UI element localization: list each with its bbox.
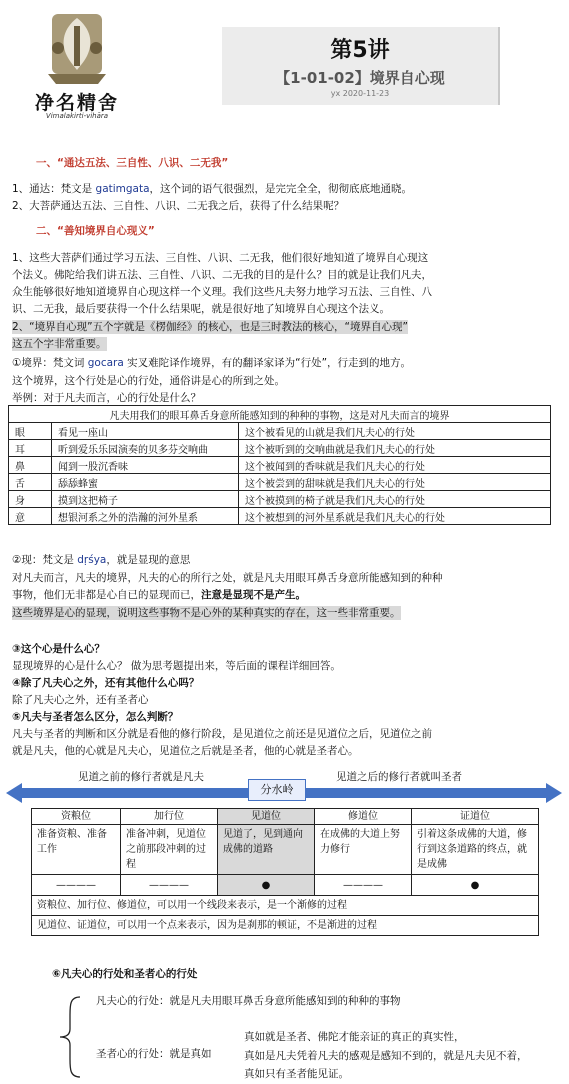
table-row (9, 491, 551, 508)
logo-subtitle: Vimalakirti-vihāra (45, 112, 109, 120)
jing-heading (12, 356, 411, 370)
stage-header: 证道位 (412, 809, 539, 825)
jing-heading-post: 实叉难陀译作境界，有的翻译家译为“行处”，行走到的地方。 (123, 357, 412, 369)
s1-line-1 (12, 182, 412, 196)
answer-5-line-2: 就是凡夫，他的心就是凡夫心，见道位之后就是圣者，他的心就是圣者心。 (12, 745, 359, 757)
jing-line-3: 举例：对于凡夫而言，心的行处是什么？ (12, 392, 201, 404)
table-row (32, 916, 539, 936)
sense-organ: 耳 (9, 440, 52, 457)
sense-thing: 想银河系之外的浩瀚的河外星系 (52, 508, 239, 525)
sense-note: 这个被闻到的香味就是我们凡夫心的行处 (239, 457, 551, 474)
section-2-title: 二、“善知境界自心现义” (36, 225, 155, 237)
lecture-number: 第5讲 (330, 38, 390, 63)
table-row (9, 423, 551, 440)
table-row (32, 875, 539, 896)
xian-heading (12, 553, 190, 567)
table-row (9, 457, 551, 474)
senses-table-header: 凡夫用我们的眼耳鼻舌身意所能感知到的种种的事物，这是对凡夫而言的境界 (9, 406, 551, 423)
answer-3: 显现境界的心是什么心？ 做为思考题提出来，等后面的课程详细回答。 (12, 660, 341, 672)
fan-xingchu: 凡夫心的行处：就是凡夫用眼耳鼻舌身意所能感知到的种种的事物 (96, 995, 401, 1007)
sense-organ: 鼻 (9, 457, 52, 474)
stage-desc: 在成佛的大道上努力修行 (315, 825, 412, 875)
sense-organ: 意 (9, 508, 52, 525)
table-row (9, 508, 551, 525)
sense-note: 这个被尝到的甜味就是我们凡夫心的行处 (239, 474, 551, 491)
stages-table (31, 808, 539, 936)
table-row (9, 440, 551, 457)
sense-organ: 身 (9, 491, 52, 508)
sense-note: 这个被看见的山就是我们凡夫心的行处 (239, 423, 551, 440)
arrow-left-icon (6, 783, 22, 803)
stage-mark: ● (412, 875, 539, 896)
sense-organ: 眼 (9, 423, 52, 440)
stage-desc: 准备冲刺，见道位之前那段冲刺的过程 (121, 825, 218, 875)
s1-line-2: 2、大菩萨通达五法、三自性、八识、二无我之后，获得了什么结果呢？ (12, 200, 345, 212)
brace-icon (56, 995, 86, 1079)
section-1-title: 一、“通达五法、三自性、八识、二无我” (36, 157, 229, 169)
watershed-label: 分水岭 (248, 779, 306, 801)
stage-desc: 见道了，见到通向成佛的道路 (218, 825, 315, 875)
divider-right-label: 见道之后的修行者就叫圣者 (336, 771, 462, 783)
term-gocara: gocara (87, 357, 124, 369)
xian-line-2-pre: 事物，他们无非都是心自已的显现而已， (12, 589, 201, 601)
zhenru-line-1: 真如就是圣者、佛陀才能亲证的真正的真实性， (244, 1031, 465, 1043)
divider-left-label: 见道之前的修行者就是凡夫 (78, 771, 204, 783)
answer-5-line-1: 凡夫与圣者的判断和区分就是看他的修行阶段，是见道位之前还是见道位之后，见道位之前 (12, 728, 432, 740)
sense-thing: 闻到一股沉香味 (52, 457, 239, 474)
xian-line-2 (12, 588, 306, 602)
stage-desc: 引着这条成佛的大道，修行到这条道路的终点，就是成佛 (412, 825, 539, 875)
xian-line-2-bold: 注意是显现不是产生。 (201, 589, 306, 601)
sense-note: 这个被摸到的椅子就是我们凡夫心的行处 (239, 491, 551, 508)
stage-mark: ———— (315, 875, 412, 896)
stages-foot-2: 见道位、证道位，可以用一个点来表示，因为是刹那的顿证，不是渐进的过程 (32, 916, 539, 936)
jing-heading-pre: ①境界：梵文词 (12, 357, 88, 369)
s2-p2-line: 2、“境界自心现”五个字就是《楞伽经》的核心，也是三时教法的核心，“境界自心现” (12, 321, 408, 333)
s2-p1-line: 1、这些大菩萨们通过学习五法、三自性、八识、二无我，他们很好地知道了境界自心现这 (12, 252, 429, 264)
sheng-xingchu: 圣者心的行处：就是真如 (96, 1048, 212, 1060)
stage-mark: ———— (121, 875, 218, 896)
logo (22, 8, 132, 128)
zhenru-line-2: 真如是凡夫凭着凡夫的感观是感知不到的，就是凡夫见不着， (244, 1050, 528, 1062)
stages-foot-1: 资粮位、加行位、修道位，可以用一个线段来表示，是一个渐修的过程 (32, 896, 539, 916)
answer-4: 除了凡夫心之外，还有圣者心 (12, 694, 149, 706)
zhenru-line-3: 真如只有圣者能见证。 (244, 1068, 349, 1080)
lecture-title: 【1-01-02】境界自心现 (275, 69, 445, 87)
s2-p1-line: 个法义。佛陀给我们讲五法、三自性、八识、二无我的目的是什么？目的就是让我们凡夫， (12, 269, 432, 281)
lecture-meta: yx 2020-11-23 (330, 89, 390, 98)
s2-p1-line: 众生能够很好地知道境界自心现这样一个义理。我们这些凡夫努力地学习五法、三自性、八 (12, 286, 432, 298)
table-row (32, 896, 539, 916)
stage-header: 见道位 (218, 809, 315, 825)
term-gatimgata: gatimgata (95, 183, 150, 195)
question-3: ③这个心是什么心？ (12, 643, 105, 655)
sense-thing: 舔舔蜂蜜 (52, 474, 239, 491)
arrow-right-icon (546, 783, 562, 803)
term-drsya: dṛśya (77, 554, 107, 566)
sense-thing: 摸到这把椅子 (52, 491, 239, 508)
senses-table (8, 405, 551, 525)
stage-desc: 准备资粮、准备工作 (32, 825, 121, 875)
sense-note: 这个被想到的河外星系就是我们凡夫心的行处 (239, 508, 551, 525)
sense-note: 这个被听到的交响曲就是我们凡夫心的行处 (239, 440, 551, 457)
sense-thing: 听到爱乐乐园演奏的贝多芬交响曲 (52, 440, 239, 457)
stage-header: 加行位 (121, 809, 218, 825)
question-5: ⑤凡夫与圣者怎么区分，怎么判断？ (12, 711, 179, 723)
table-row (9, 474, 551, 491)
xian-heading-post: ，就是显现的意思 (106, 554, 191, 566)
xian-line-3: 这些境界是心的显现，说明这些事物不是心外的某种真实的存在，这一些非常重要。 (12, 607, 401, 619)
xian-heading-pre: ②现：梵文是 (12, 554, 78, 566)
logo-name: 净名精舍 (34, 92, 119, 114)
s1-line-1-post: ，这个词的语气很强烈，是完完全全，彻彻底底地通晓。 (149, 183, 413, 195)
s2-p1-line: 识、二无我，最后要获得一个什么结果呢，就是很好地了知境界自心现这个法义。 (12, 303, 390, 315)
jing-line-2: 这个境界，这个行处是心的行处，通俗讲是心的所到之处。 (12, 375, 285, 387)
stage-header: 修道位 (315, 809, 412, 825)
final-title: ⑥凡夫心的行处和圣者心的行处 (52, 968, 198, 980)
question-4: ④除了凡夫心之外，还有其他什么心吗？ (12, 677, 200, 689)
title-box (222, 27, 500, 105)
stage-mark: ———— (32, 875, 121, 896)
sense-thing: 看见一座山 (52, 423, 239, 440)
s2-p2-line: 这五个字非常重要。 (12, 338, 107, 350)
stage-header: 资粮位 (32, 809, 121, 825)
sense-organ: 舌 (9, 474, 52, 491)
table-row (32, 809, 539, 825)
xian-line-1: 对凡夫而言，凡夫的境界，凡夫的心的所行之处，就是凡夫用眼耳鼻舌身意所能感知到的种种 (12, 572, 443, 584)
stage-mark: ● (218, 875, 315, 896)
s1-line-1-pre: 1、通达：梵文是 (12, 183, 96, 195)
table-row (32, 825, 539, 875)
